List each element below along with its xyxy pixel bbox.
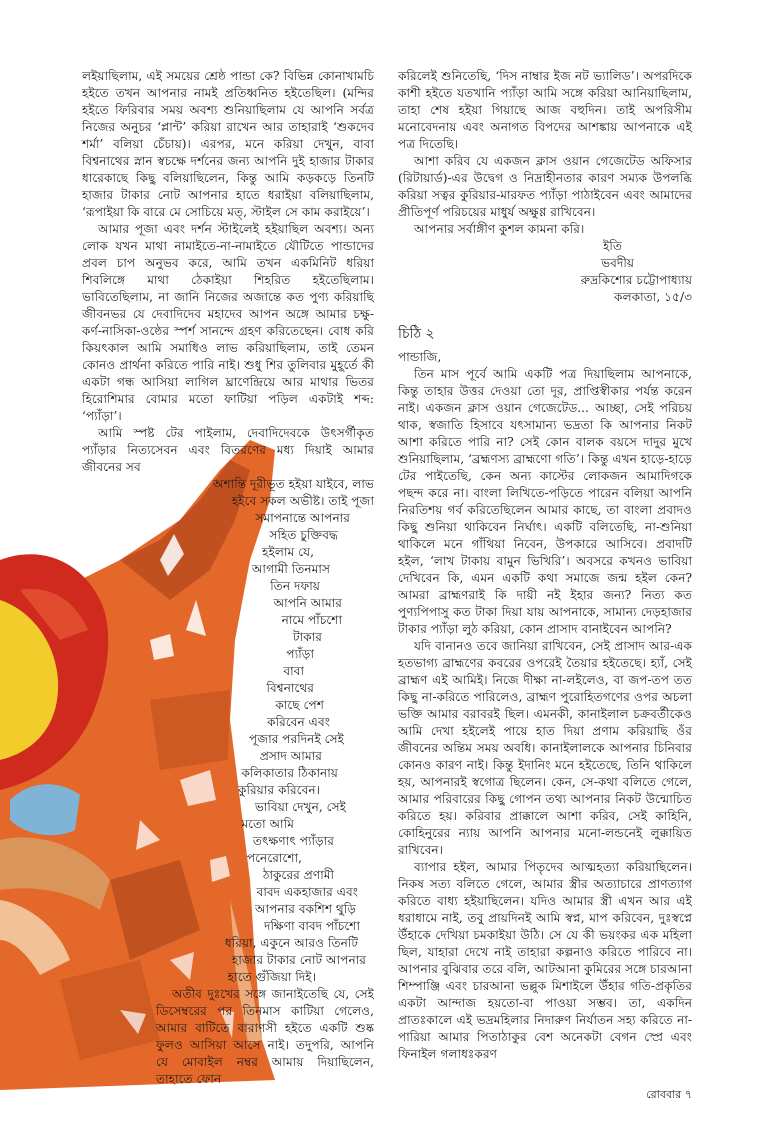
- shape-line: সহিত চুক্তিবদ্ধ: [269, 528, 338, 542]
- shape-line: আপনি আমার: [273, 596, 342, 610]
- page-folio: রোববার ৭: [646, 1088, 692, 1101]
- shape-line: আগামী তিনমাস: [251, 562, 330, 576]
- shape-line: অশান্তি দূরীভূত হইয়া যাইবে, লাভ: [212, 477, 374, 491]
- salutation: পান্ডাজি,: [398, 350, 442, 364]
- right-paragraph-2: আশা করিব যে একজন ক্লাস ওয়ান গেজেটেড অফিসার (রিটায়ার্ড)-এর উদ্বেগ ও নিদ্রাহীনতার কারণ সম্যক উপলব্ধি করিয়া সত্বর কুরিয়ার-মারফত প্যাঁড়া পাঠাইবেন এবং আমাদের প্রীতিপূর্ণ পরিচয়ের মাধুর্য অক্ষুণ্ণ রাখিবেন।: [398, 154, 692, 219]
- shape-line: কাছে পেশ: [275, 698, 324, 712]
- shape-line: বিশ্বনাথের: [266, 681, 314, 695]
- right-paragraph-6: ব্যাপার হইল, আমার পিতৃদেব আত্মহত্যা করিয়াছিলেন। নিকষ সত্য বলিতে গেলে, আমার স্ত্রীর অত্যাচারে প্রাণত্যাগ করিতে বাধ্য হইয়াছিলেন। যদিও আমার স্ত্রী এখন আর এই ধরাধামে নাই, তবু প্রায়দিনই আমি স্বপ্ন, মাপ করিবেন, দুঃস্বপ্নে উঁহাকে দেখিয়া চমকাইয়া উঠি। সে যে কী ভয়ংকর এক মহিলা ছিল, যাহারা দেখে নাই তাহারা কল্পনাও করিতে পারিবে না। আপনার বুঝিবার তরে বলি, আটআনা কুমিরের সঙ্গে চারআনা শিম্পাঞ্জি এবং চারআনা ভল্লুক মিশাইলে উঁহার গতি-প্রকৃতির একটা আন্দাজ হয়তো-বা পাওয়া সম্ভব। তা, একদিন প্রাতঃকালে এই ভদ্রমহিলার নিদারুণ নির্যাতন সহ্য করিতে না-পারিয়া আমার পিতাঠাকুর বেশ অনেকটা বেগন স্প্রে এবং ফিনাইল গলাধঃকরণ: [398, 860, 692, 1061]
- left-paragraph-2: আমার পূজা এবং দর্শন স্টাইলেই হইয়াছিল অবশ্য। অন্য লোক যখন মাথা নামাইতে-না-নামাইতে যৌটিতে পান্ডাদের প্রবল চাপ অনুভব করে, আমি তখন একমিনিট ধরিয়া শিবলিঙ্গে মাথা ঠেকাইয়া শিহরিত হইতেছিলাম। ভাবিতেছিলাম, না জানি নিজের অজান্তে কত পুণ্য করিয়াছি জীবনভর যে দেবাদিদেব মহাদেব আপন অঙ্গে আমার চক্ষু-কর্ণ-নাসিকা-ওষ্ঠের স্পর্শ সানন্দে গ্রহণ করিতেছেন। বোধ করি কিয়ৎকাল আমি সমাধিও লাভ করিয়াছিলাম, তাই তেমন কোনও প্রার্থনা করিতে পারি নাই। শুধু শির তুলিবার মুহূর্তে কী একটা গন্ধ আসিয়া লাগিল ঘ্রাণেন্দ্রিয়ে আর মাথার ভিতর হিরোশিমার বোমার মতো ফাটিয়া পড়িল একটাই শব্দ: ‘প্যাঁড়া’।: [82, 222, 374, 423]
- shape-line: করিবেন এবং: [267, 715, 330, 729]
- shape-line: আপনার বকশিশ থুড়ি: [254, 902, 356, 916]
- shape-line: মতো আমি: [241, 817, 294, 831]
- shape-line: পনেরোশো,: [246, 851, 302, 865]
- shape-line: প্রসাদ আমার: [259, 749, 322, 763]
- shaped-text-block: [82, 476, 374, 986]
- left-paragraph-1: লইয়াছিলাম, এই সময়ের শ্রেষ্ঠ পান্ডা কে? বিভিন্ন কোনাখামচি হইতে তখন আপনার নামই প্রতিধ্বনিত হইতেছিল। (মন্দির হইতে ফিরিবার সময় অবশ্য শুনিয়াছিলাম যে আপনি সর্বত্র নিজের অনুচর ‘প্লান্ট’ করিয়া রাখেন আর তাহারাই ‘শুকদেব শর্মা’ বলিয়া চেঁচায়)। এরপর, মনে করিয়া দেখুন, বাবা বিশ্বনাথের স্নান স্বচক্ষে দর্শনের জন্য আপনি দুই হাজার টাকার ধারেকাছে কিছু বলিয়াছিলেন, কিন্তু আমি কড়কড়ে তিনটি হাজার টাকার নোট আপনার হাতে ধরাইয়া বলিয়াছিলাম, ‘রূপাইয়া কি বারে মে সোচিয়ে মত্‌, স্টাইল সে কাম করাইয়ে’।: [82, 69, 374, 219]
- shape-line: কলিকাতার ঠিকানায়: [241, 766, 338, 780]
- right-paragraph-4: তিন মাস পূর্বে আমি একটি পত্র দিয়াছিলাম আপনাকে, কিন্তু তাহার উত্তর দেওয়া তো দূর, প্রাপ্তিস্বীকার পর্যন্ত করেন নাই। একজন ক্লাস ওয়ান গেজেটেড... আচ্ছা, সেই পরিচয় থাক, স্বজাতি হিসাবে যৎসামান্য ভদ্রতা কি আপনার নিকট আশা করিতে পারি না? সেই কোন বালক বয়সে দাদুর মুখে শুনিয়াছিলাম, ‘ব্রহ্মণস্য ব্রাহ্মণো গতি’। কিন্তু এখন হাড়ে-হাড়ে টের পাইতেছি, কেন অন্য কাস্টের লোকজন আমাদিগকে পছন্দ করে না। বাংলা লিখিতে-পড়িতে পারেন বলিয়া আপনি নিরতিশয় গর্ব করিতেছিলেন আমার কাছে, তা বাংলা প্রবাদও কিছু শুনিয়া থাকিবেন নির্ঘাৎ। একটি বলিতেছি, না-শুনিয়া থাকিলে মনে গাঁথিয়া নিবেন, উপকারে আসিবে। প্রবাদটি হইল, ‘লাখ টাকায় বামুন ভিখিরি’। অবসরে কখনও ভাবিয়া দেখিবেন কি, এমন একটি কথা সমাজে জন্ম হইল কেন? আমরা ব্রাহ্মণরাই কি দায়ী নই ইহার জন্য? নিত্য কত পুণ্যপিপাসু কত টাকা দিয়া যায় আপনাকে, সামান্য দেড়হাজার টাকার প্যাঁড়া লুঠ করিয়া, কোন প্রাসাদ বানাইবেন আপনি?: [398, 367, 692, 636]
- shape-line: নামে পাঁচশো: [281, 613, 342, 627]
- shape-line: হইলাম যে,: [262, 545, 314, 559]
- signature-name: রুদ্রকিশোর চট্টোপাধ্যায়: [580, 273, 692, 287]
- shape-line: ভাবিয়া দেখুন, সেই: [254, 800, 346, 814]
- right-paragraph-5: যদি বানানও তবে জানিয়া রাখিবেন, সেই প্রাসাদ আর-এক হতভাগ্য ব্রাহ্মণের কবরের ওপরেই তৈয়ার হইতেছে। হ্যাঁ, সেই ব্রাহ্মণ এই আমিই। নিজে দীক্ষা না-লইলেও, বা জপ-তপ তত কিছু না-করিতে পারিলেও, ব্রাহ্মণ পুরোহিতগণের ওপর অচলা ভক্তি আমার বরাবরই ছিল। এমনকী, কানাইলাল চক্রবর্তীকেও আমি দেখা হইলেই পায়ে হাত দিয়া প্রণাম করিয়াছি ওঁর জীবনের অন্তিম সময় অবধি। কানাইলালকে আপনার চিনিবার কোনও কারণ নাই। কিন্তু ইদানিং মনে হইতেছে, তিনি থাকিলে হয়, আপনারই স্বগোত্র ছিলেন। কেন, সে-কথা বলিতে গেলে, আমার পরিবারের কিছু গোপন তথ্য আপনার নিকট উন্মোচিত করিতে হয়। করিবার প্রাক্কালে আশা করিব, সেই কাহিনি, কোহিনুরের ন্যায় আপনি আপনার মনো-লন্ডনেই লুক্কায়িত রাখিবেন।: [398, 639, 692, 857]
- shape-line: তিন দফায়: [270, 579, 320, 593]
- shape-line: টাকার: [293, 630, 322, 644]
- shape-line: কুরিয়ার করিবেন।: [237, 783, 320, 797]
- shape-line: বাবদ একহাজার এবং: [256, 885, 358, 899]
- shape-line: প্যাঁড়া: [286, 647, 314, 661]
- right-column: [398, 68, 692, 1063]
- sign-off: ইতি: [603, 239, 622, 253]
- blue-hand: [10, 784, 80, 835]
- shape-line: হাতে গুঁজিয়া দিই।: [227, 970, 316, 984]
- left-column: [82, 68, 374, 1088]
- left-paragraph-4: অতীব দুঃখের সঙ্গে জানাইতেছি যে, সেই ডিসেম্বরের পর তিনমাস কাটিয়া গেলেও, আমার বাটিতে বারাণসী হইতে একটি শুষ্ক ফুলও আসিয়া আসে নাই। তদুপরি, আপনি যে মোবাইল নম্বর আমায় দিয়াছিলেন, তাহাতে ফোন: [156, 987, 374, 1086]
- shape-line: বাবা: [283, 664, 304, 678]
- shape-line: সমাপনান্তে আপনার: [255, 511, 350, 525]
- shape-line: হাজার টাকার নোট আপনার: [231, 953, 366, 967]
- left-paragraph-3: আমি স্পষ্ট টের পাইলাম, দেবাদিদেবকে উৎসর্গীকৃত প্যাঁড়ার নিত্যসেবন এবং বিতরণের মধ্য দিয়াই আমার জীবনের সব: [82, 426, 374, 474]
- shape-line: দক্ষিণা বাবদ পাঁচশো: [264, 919, 360, 933]
- shape-line: ধরিয়া, একুনে আরও তিনটি: [224, 936, 358, 950]
- shape-line: তৎক্ষণাৎ প্যাঁড়ার: [252, 834, 334, 848]
- shape-line: হইবে সকল অভীষ্ট। তাই পূজা: [231, 494, 374, 508]
- sign-off: ভবদীয়: [601, 256, 634, 270]
- signature-place-date: কলকাতা, ১৫/৩: [614, 290, 692, 304]
- right-paragraph-1: করিলেই শুনিতেছি, ‘দিস নাম্বার ইজ নট ভ্যালিড’। অপরদিকে কাশী হইতে যতখানি প্যাঁড়া আমি সঙ্গে করিয়া আনিয়াছিলাম, তাহা শেষ হইয়া গিয়াছে আজ বহুদিন। তাই অপরিসীম মনোবেদনায় এবং অনাগত বিপদের আশঙ্কায় আপনাকে এই পত্র দিতেছি।: [398, 69, 692, 151]
- shape-line: ঠাকুরের প্রণামী: [262, 868, 334, 882]
- letter-heading: চিঠি ২: [398, 326, 435, 342]
- shape-line: পূজার পরদিনই সেই: [249, 732, 344, 746]
- right-paragraph-3: আপনার সর্বাঙ্গীণ কুশল কামনা করি।: [414, 222, 585, 236]
